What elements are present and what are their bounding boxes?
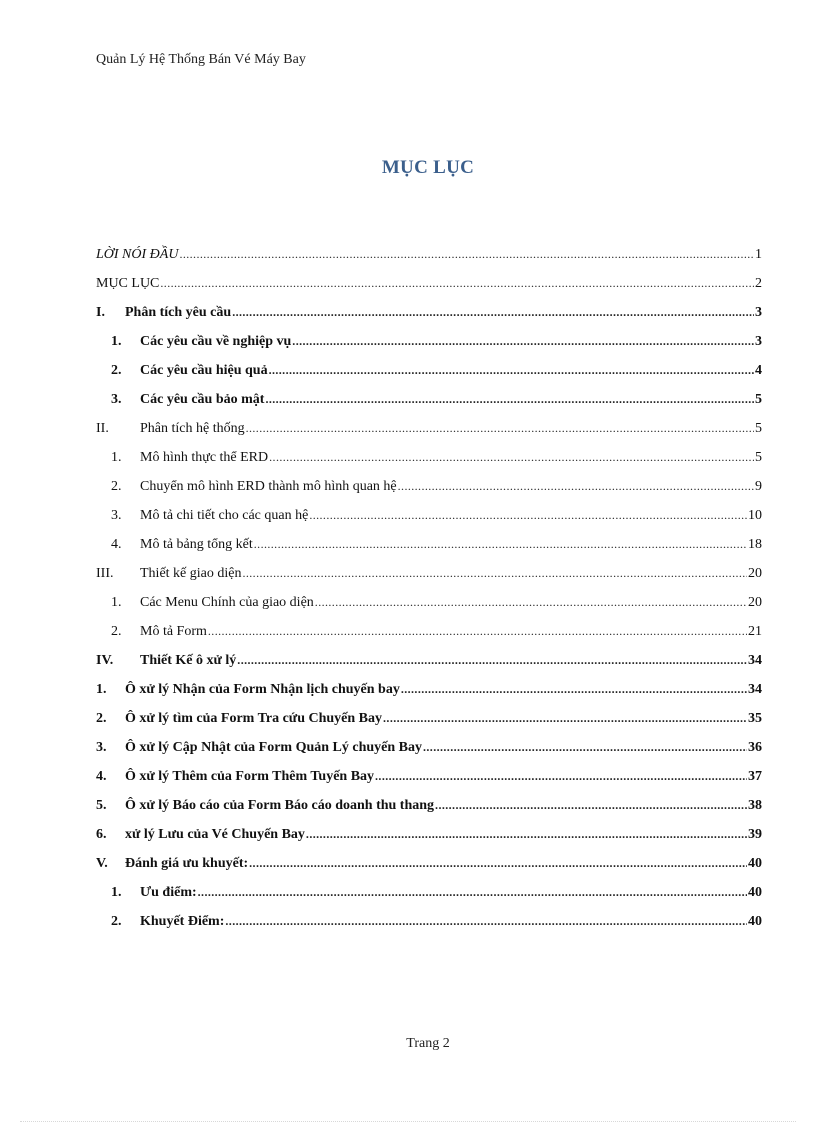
toc-entry-number: 3. bbox=[111, 392, 122, 407]
table-of-contents bbox=[96, 243, 762, 939]
toc-entry-text: Các yêu cầu bảo mật bbox=[140, 392, 265, 407]
toc-page-number: 39 bbox=[748, 827, 762, 842]
toc-entry-number: 2. bbox=[111, 363, 122, 378]
toc-entry-subsection[interactable] bbox=[96, 678, 762, 707]
toc-entry-text: Mô tả Form bbox=[140, 624, 207, 639]
toc-entry-text: Ưu điểm: bbox=[140, 885, 197, 900]
toc-entry-number: 3. bbox=[111, 508, 122, 523]
toc-page-number: 34 bbox=[748, 682, 762, 697]
toc-leader-dots bbox=[232, 301, 754, 323]
toc-page-number: 5 bbox=[755, 392, 762, 407]
toc-leader-dots bbox=[198, 881, 747, 903]
toc-leader-dots bbox=[208, 620, 747, 642]
page-header: Quản Lý Hệ Thống Bán Vé Máy Bay bbox=[96, 52, 306, 67]
toc-page-number: 21 bbox=[748, 624, 762, 639]
toc-entry-text: Thiết Kế ô xử lý bbox=[140, 653, 237, 668]
toc-entry-text: Các yêu cầu về nghiệp vụ bbox=[140, 334, 292, 349]
toc-entry-subsection[interactable] bbox=[96, 388, 762, 417]
toc-leader-dots bbox=[254, 533, 747, 555]
toc-entry-subsection[interactable] bbox=[96, 881, 762, 910]
toc-entry-text: Ô xử lý Báo cáo của Form Báo cáo doanh thu thang bbox=[125, 798, 435, 813]
toc-entry-number: V. bbox=[96, 856, 108, 871]
toc-entry-section[interactable] bbox=[96, 417, 762, 446]
toc-leader-dots bbox=[225, 910, 747, 932]
page-footer: Trang 2 bbox=[406, 1036, 450, 1051]
toc-entry-text: Ô xử lý tìm của Form Tra cứu Chuyến Bay bbox=[125, 711, 383, 726]
toc-page-number: 37 bbox=[748, 769, 762, 784]
toc-entry-loi-noi-dau[interactable] bbox=[96, 243, 762, 272]
toc-leader-dots bbox=[269, 359, 754, 381]
toc-entry-text: Phân tích hệ thống bbox=[140, 421, 245, 436]
toc-page-number: 1 bbox=[755, 247, 762, 262]
toc-entry-number: 2. bbox=[111, 479, 122, 494]
toc-entry-subsection[interactable] bbox=[96, 591, 762, 620]
toc-leader-dots bbox=[179, 243, 754, 265]
toc-leader-dots bbox=[309, 504, 747, 526]
toc-entry-number: 6. bbox=[96, 827, 107, 842]
toc-entry-subsection[interactable] bbox=[96, 359, 762, 388]
toc-entry-text: xử lý Lưu của Vé Chuyến Bay bbox=[125, 827, 305, 842]
toc-entry-number: 2. bbox=[111, 914, 122, 929]
toc-entry-text: Chuyển mô hình ERD thành mô hình quan hệ bbox=[140, 479, 397, 494]
toc-entry-text: Các Menu Chính của giao diện bbox=[140, 595, 314, 610]
toc-entry-subsection[interactable] bbox=[96, 533, 762, 562]
toc-page-number: 38 bbox=[748, 798, 762, 813]
toc-leader-dots bbox=[269, 446, 754, 468]
toc-page-number: 40 bbox=[748, 914, 762, 929]
toc-leader-dots bbox=[423, 736, 747, 758]
toc-entry-number: 1. bbox=[96, 682, 107, 697]
toc-leader-dots bbox=[383, 707, 747, 729]
toc-page-number: 3 bbox=[755, 334, 762, 349]
toc-entry-text: Ô xử lý Thêm của Form Thêm Tuyến Bay bbox=[125, 769, 375, 784]
toc-entry-subsection[interactable] bbox=[96, 330, 762, 359]
toc-entry-number: 1. bbox=[111, 450, 122, 465]
toc-leader-dots bbox=[292, 330, 754, 352]
toc-entry-number: IV. bbox=[96, 653, 114, 668]
toc-leader-dots bbox=[435, 794, 747, 816]
toc-leader-dots bbox=[306, 823, 747, 845]
toc-entry-text: Mô tả bảng tổng kết bbox=[140, 537, 253, 552]
toc-entry-number: 4. bbox=[96, 769, 107, 784]
toc-entry-section[interactable] bbox=[96, 562, 762, 591]
toc-page-number: 3 bbox=[755, 305, 762, 320]
toc-leader-dots bbox=[237, 649, 747, 671]
toc-entry-text: Đánh giá ưu khuyết: bbox=[125, 856, 249, 871]
toc-entry-number: III. bbox=[96, 566, 114, 581]
toc-entry-subsection[interactable] bbox=[96, 620, 762, 649]
toc-page-number: 2 bbox=[755, 276, 762, 291]
toc-page-number: 10 bbox=[748, 508, 762, 523]
toc-page-number: 4 bbox=[755, 363, 762, 378]
toc-leader-dots bbox=[375, 765, 747, 787]
toc-entry-text: MỤC LỤC bbox=[96, 276, 160, 291]
toc-entry-subsection[interactable] bbox=[96, 910, 762, 939]
toc-leader-dots bbox=[246, 417, 754, 439]
toc-entry-muc-luc[interactable] bbox=[96, 272, 762, 301]
page-title: MỤC LỤC bbox=[381, 157, 475, 178]
page-bottom-divider bbox=[20, 1121, 796, 1122]
toc-leader-dots bbox=[160, 272, 754, 294]
toc-entry-subsection[interactable] bbox=[96, 823, 762, 852]
toc-page-number: 5 bbox=[755, 421, 762, 436]
toc-leader-dots bbox=[242, 562, 747, 584]
toc-entry-text: Ô xử lý Cập Nhật của Form Quản Lý chuyến Bay bbox=[125, 740, 422, 755]
toc-page-number: 34 bbox=[748, 653, 762, 668]
toc-entry-number: 1. bbox=[111, 334, 122, 349]
toc-entry-number: 4. bbox=[111, 537, 122, 552]
toc-entry-subsection[interactable] bbox=[96, 446, 762, 475]
toc-entry-section[interactable] bbox=[96, 649, 762, 678]
toc-entry-number: II. bbox=[96, 421, 109, 436]
toc-page-number: 20 bbox=[748, 566, 762, 581]
toc-leader-dots bbox=[315, 591, 747, 613]
toc-entry-subsection[interactable] bbox=[96, 707, 762, 736]
toc-entry-subsection[interactable] bbox=[96, 504, 762, 533]
toc-page-number: 36 bbox=[748, 740, 762, 755]
toc-entry-text: Thiết kế giao diện bbox=[140, 566, 242, 581]
toc-entry-number: 2. bbox=[96, 711, 107, 726]
toc-page-number: 5 bbox=[755, 450, 762, 465]
toc-page-number: 9 bbox=[755, 479, 762, 494]
toc-entry-text: Khuyết Điểm: bbox=[140, 914, 225, 929]
toc-page-number: 40 bbox=[748, 885, 762, 900]
toc-entry-number: 1. bbox=[111, 885, 122, 900]
toc-leader-dots bbox=[249, 852, 747, 874]
toc-entry-subsection[interactable] bbox=[96, 736, 762, 765]
toc-entry-text: Mô tả chi tiết cho các quan hệ bbox=[140, 508, 309, 523]
toc-entry-number: 3. bbox=[96, 740, 107, 755]
toc-page-number: 20 bbox=[748, 595, 762, 610]
toc-entry-number: 5. bbox=[96, 798, 107, 813]
toc-leader-dots bbox=[401, 678, 747, 700]
toc-page-number: 18 bbox=[748, 537, 762, 552]
toc-leader-dots bbox=[398, 475, 754, 497]
toc-entry-text: Mô hình thực thể ERD bbox=[140, 450, 269, 465]
toc-entry-section[interactable] bbox=[96, 852, 762, 881]
toc-entry-subsection[interactable] bbox=[96, 475, 762, 504]
toc-entry-subsection[interactable] bbox=[96, 794, 762, 823]
toc-entry-number: 2. bbox=[111, 624, 122, 639]
toc-entry-section[interactable] bbox=[96, 301, 762, 330]
toc-page-number: 35 bbox=[748, 711, 762, 726]
toc-entry-subsection[interactable] bbox=[96, 765, 762, 794]
toc-entry-text: Ô xử lý Nhận của Form Nhận lịch chuyến bay bbox=[125, 682, 400, 697]
toc-page-number: 40 bbox=[748, 856, 762, 871]
toc-entry-number: 1. bbox=[111, 595, 122, 610]
toc-entry-text: Phân tích yêu cầu bbox=[125, 305, 232, 320]
toc-entry-text: LỜI NÓI ĐẦU bbox=[96, 247, 179, 262]
toc-entry-text: Các yêu cầu hiệu quả bbox=[140, 363, 268, 378]
toc-leader-dots bbox=[265, 388, 754, 410]
toc-entry-number: I. bbox=[96, 305, 105, 320]
